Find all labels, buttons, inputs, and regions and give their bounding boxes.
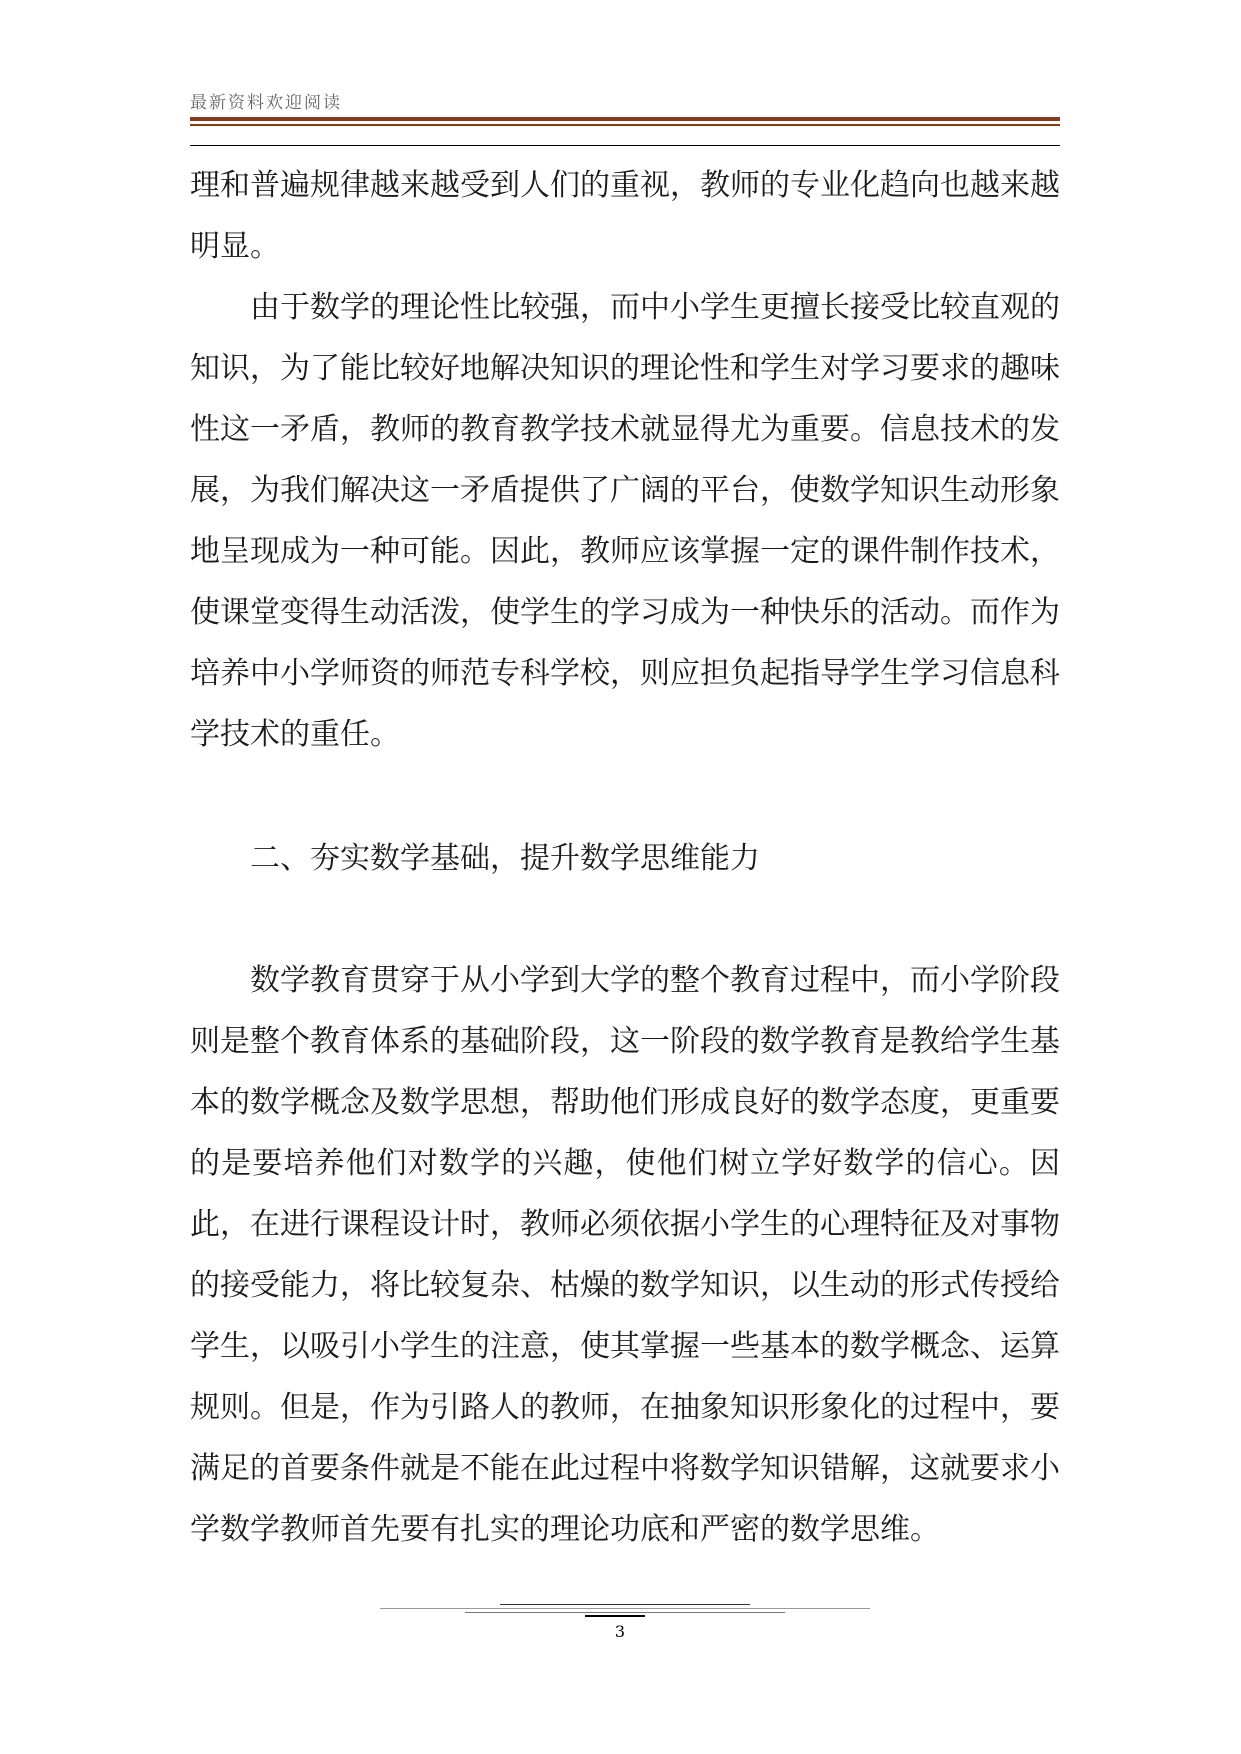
footer-decoration xyxy=(380,1604,870,1624)
paragraph-math-education: 数学教育贯穿于从小学到大学的整个教育过程中，而小学阶段则是整个教育体系的基础阶段，这一阶段的数学教育是教给学生基本的数学概念及数学思想，帮助他们形成良好的数学态度，更重要的是要培养他们对数学的兴趣，使他们树立学好数学的信心。因此，在进行课程设计时，教师必须依据小学生的心理特征及对事物的接受能力，将比较复杂、枯燥的数学知识，以生动的形式传授给学生，以吸引小学生的注意，使其掌握一些基本的数学概念、运算规则。但是，作为引路人的教师，在抽象知识形象化的过程中，要满足的首要条件就是不能在此过程中将数学知识错解，这就要求小学数学教师首先要有扎实的理论功底和严密的数学思维。 xyxy=(190,963,1060,1547)
header-rule-thin xyxy=(190,124,1060,126)
header-rule-thick xyxy=(190,117,1060,121)
paragraph-info-technology: 由于数学的理论性比较强，而中小学生更擅长接受比较直观的知识，为了能比较好地解决知识的理论性和学生对学习要求的趣味性这一矛盾，教师的教育教学技术就显得尤为重要。信息技术的发展，为我们解决这一矛盾提供了广阔的平台，使数学知识生动形象地呈现成为一种可能。因此，教师应该掌握一定的课件制作技术，使课堂变得生动活泼，使学生的学习成为一种快乐的活动。而作为培养中小学师资的师范专科学校，则应担负起指导学生学习信息科学技术的重任。 xyxy=(190,290,1060,752)
page-number: 3 xyxy=(614,1622,626,1641)
section-heading: 二、夯实数学基础，提升数学思维能力 xyxy=(250,841,760,876)
header-title: 最新资料欢迎阅读 xyxy=(190,93,342,113)
header-rule-black xyxy=(190,145,1060,146)
document-body xyxy=(190,155,1060,1560)
paragraph-continued: 理和普遍规律越来越受到人们的重视，教师的专业化趋向也越来越明显。 xyxy=(190,168,1060,264)
